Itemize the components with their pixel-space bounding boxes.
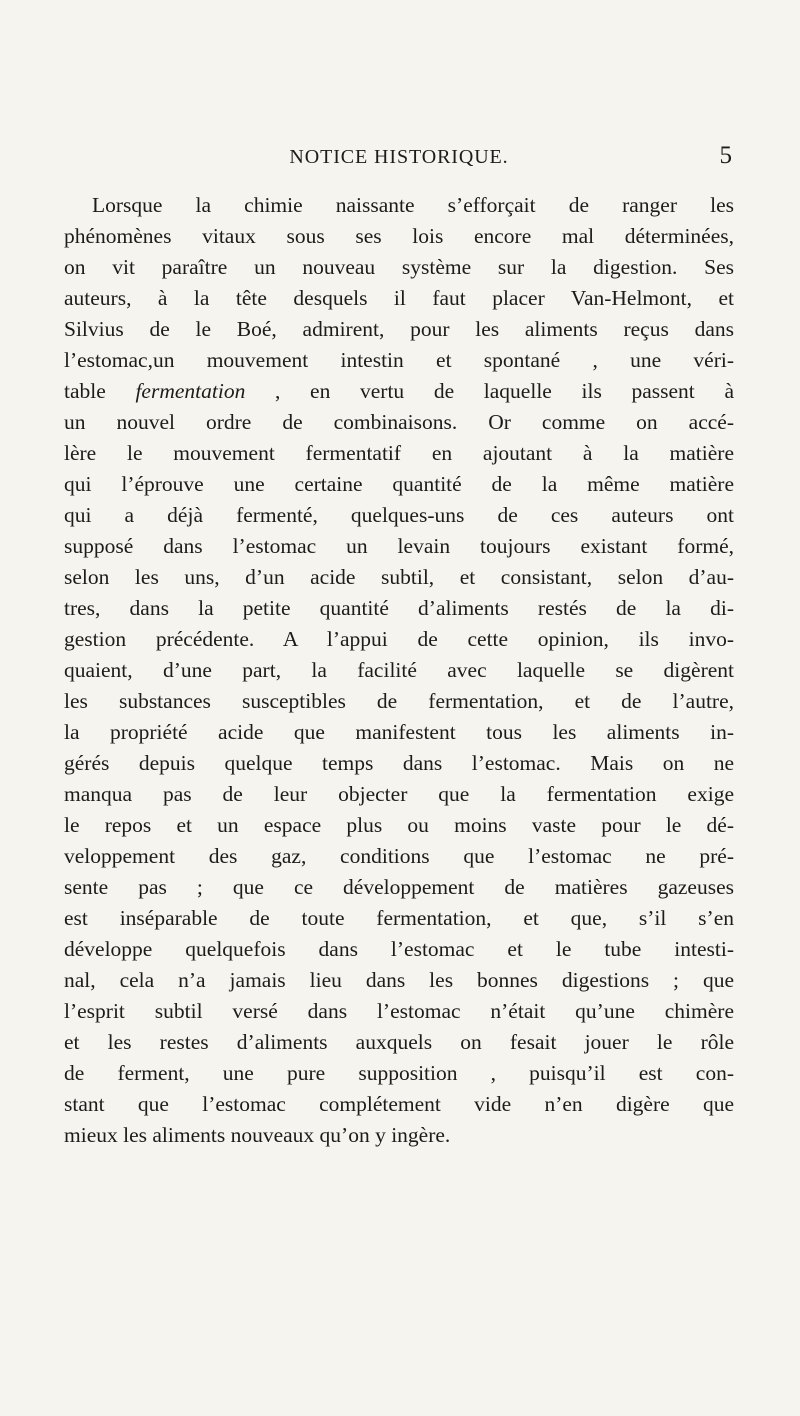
text-run: auteurs, à la tête desquels il faut placer Van-Helmont, et [64,286,734,310]
text-run: nal, cela n’a jamais lieu dans les bonnes digestions ; que [64,968,734,992]
text-run: , en vertu de laquelle ils passent à [245,379,734,403]
text-line [64,1089,734,1120]
text-line [64,934,734,965]
text-line [64,624,734,655]
text-line [64,1058,734,1089]
text-run: stant que l’estomac complétement vide n’en digère que [64,1092,734,1116]
text-run: table [64,379,136,403]
text-run: de ferment, une pure supposition , puisqu’il est con- [64,1061,734,1085]
text-line [64,779,734,810]
text-line [64,686,734,717]
text-line [64,562,734,593]
text-run: Lorsque la chimie naissante s’efforçait de ranger les [92,193,734,217]
text-line [64,252,734,283]
text-line [64,593,734,624]
text-run: l’esprit subtil versé dans l’estomac n’était qu’une chimère [64,999,734,1023]
italic-term: fermentation [135,379,246,403]
text-run: mieux les aliments nouveaux qu’on y ingère. [64,1123,451,1147]
text-run: et les restes d’aliments auxquels on fesait jouer le rôle [64,1030,734,1054]
text-line [64,996,734,1027]
text-line [64,748,734,779]
text-line [64,1120,734,1151]
running-header [64,142,734,172]
text-line [64,345,734,376]
text-run: sente pas ; que ce développement de matières gazeuses [64,875,734,899]
text-line [64,872,734,903]
text-run: un nouvel ordre de combinaisons. Or comme on accé- [64,410,734,434]
text-run: manqua pas de leur objecter que la fermentation exige [64,782,734,806]
text-line [64,1027,734,1058]
text-run: phénomènes vitaux sous ses lois encore mal déterminées, [64,224,734,248]
text-run: développe quelquefois dans l’estomac et le tube intesti- [64,937,734,961]
text-run: tres, dans la petite quantité d’aliments restés de la di- [64,596,734,620]
text-line [64,283,734,314]
text-run: qui a déjà fermenté, quelques-uns de ces auteurs ont [64,503,734,527]
text-run: est inséparable de toute fermentation, et que, s’il s’en [64,906,734,930]
text-line [64,438,734,469]
text-run: qui l’éprouve une certaine quantité de la même matière [64,472,734,496]
text-line [64,407,734,438]
running-title: NOTICE HISTORIQUE. [289,146,509,168]
text-run: supposé dans l’estomac un levain toujours existant formé, [64,534,734,558]
text-line [64,190,734,221]
text-line [64,531,734,562]
text-line [64,810,734,841]
text-line [64,469,734,500]
text-run: on vit paraître un nouveau système sur la digestion. Ses [64,255,734,279]
text-line [64,376,734,407]
page-number: 5 [719,142,732,169]
text-line [64,500,734,531]
text-line [64,965,734,996]
text-line [64,314,734,345]
text-run: gestion précédente. A l’appui de cette opinion, ils invo- [64,627,734,651]
text-run: le repos et un espace plus ou moins vaste pour le dé- [64,813,734,837]
text-run: selon les uns, d’un acide subtil, et consistant, selon d’au- [64,565,734,589]
text-run: l’estomac,un mouvement intestin et spontané , une véri- [64,348,734,372]
text-line [64,903,734,934]
text-line [64,717,734,748]
text-run: lère le mouvement fermentatif en ajoutant à la matière [64,441,734,465]
text-run: veloppement des gaz, conditions que l’estomac ne pré- [64,844,734,868]
text-line [64,841,734,872]
text-line [64,221,734,252]
text-line [64,655,734,686]
text-run: quaient, d’une part, la facilité avec laquelle se digèrent [64,658,734,682]
text-run: gérés depuis quelque temps dans l’estomac. Mais on ne [64,751,734,775]
text-run: les substances susceptibles de fermentation, et de l’autre, [64,689,734,713]
paragraph [64,190,734,1151]
text-run: la propriété acide que manifestent tous les aliments in- [64,720,734,744]
text-run: Silvius de le Boé, admirent, pour les aliments reçus dans [64,317,734,341]
